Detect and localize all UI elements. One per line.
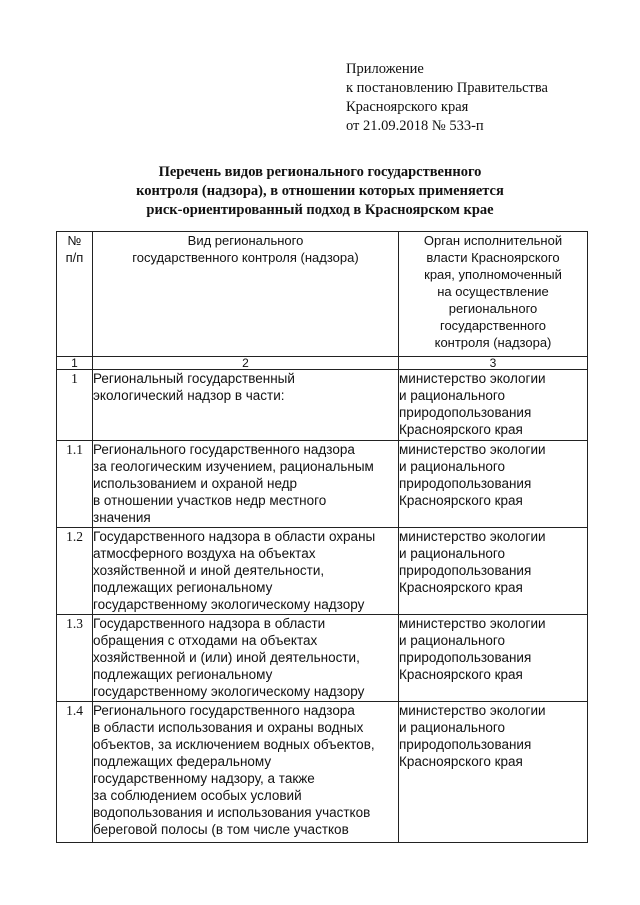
table-row [57, 441, 588, 528]
authority-cell: министерство экологии и рационального природопользования Красноярского края [399, 441, 588, 528]
column-number: 2 [93, 357, 399, 370]
appendix-block [346, 60, 626, 136]
header-number: № п/п [57, 232, 93, 357]
control-kind-cell: Регионального государственного надзора за геологическим изучением, рациональным использованием и охраной недр в отношении участков недр местного значения [93, 441, 399, 528]
header-authority: Орган исполнительной власти Красноярского края, уполномоченный на осуществление регионального государственного контроля (надзора) [399, 232, 588, 357]
table-header-row [57, 232, 588, 357]
control-kind-cell: Региональный государственный экологический надзор в части: [93, 370, 399, 441]
title-line: риск-ориентированный подход в Красноярском крае [146, 202, 494, 218]
control-kind-cell: Регионального государственного надзора в области использования и охраны водных объектов, за исключением водных объектов, подлежащих федеральному государственному надзору, а также за соблюдением особых условий водопользования и использования участков береговой полосы (в том числе участков [93, 702, 399, 843]
column-number: 3 [399, 357, 588, 370]
row-number: 1.3 [57, 615, 93, 702]
header-control-kind: Вид регионального государственного контроля (надзора) [93, 232, 399, 357]
authority-cell: министерство экологии и рационального природопользования Красноярского края [399, 528, 588, 615]
title-line: Перечень видов регионального государственного [158, 164, 482, 180]
authority-cell: министерство экологии и рационального природопользования Красноярского края [399, 615, 588, 702]
row-number: 1.2 [57, 528, 93, 615]
table-row [57, 702, 588, 843]
appendix-line: к постановлению Правительства [346, 80, 548, 96]
table-row [57, 528, 588, 615]
table-row [57, 615, 588, 702]
row-number: 1 [57, 370, 93, 441]
title-line: контроля (надзора), в отношении которых применяется [136, 183, 504, 199]
appendix-line: Красноярского края [346, 99, 469, 115]
authority-cell: министерство экологии и рационального природопользования Красноярского края [399, 702, 588, 843]
control-kind-cell: Государственного надзора в области охраны атмосферного воздуха на объектах хозяйственной и иной деятельности, подлежащих региональному государственному экологическому надзору [93, 528, 399, 615]
appendix-line: от 21.09.2018 № 533-п [346, 118, 484, 134]
appendix-line: Приложение [346, 61, 424, 77]
table-row [57, 370, 588, 441]
control-kind-cell: Государственного надзора в области обращения с отходами на объектах хозяйственной и (или) иной деятельности, подлежащих региональному государственному экологическому надзору [93, 615, 399, 702]
row-number: 1.1 [57, 441, 93, 528]
control-types-table [56, 231, 588, 843]
column-number: 1 [57, 357, 93, 370]
column-number-row [57, 357, 588, 370]
row-number: 1.4 [57, 702, 93, 843]
document-title [90, 163, 550, 220]
authority-cell: министерство экологии и рационального природопользования Красноярского края [399, 370, 588, 441]
